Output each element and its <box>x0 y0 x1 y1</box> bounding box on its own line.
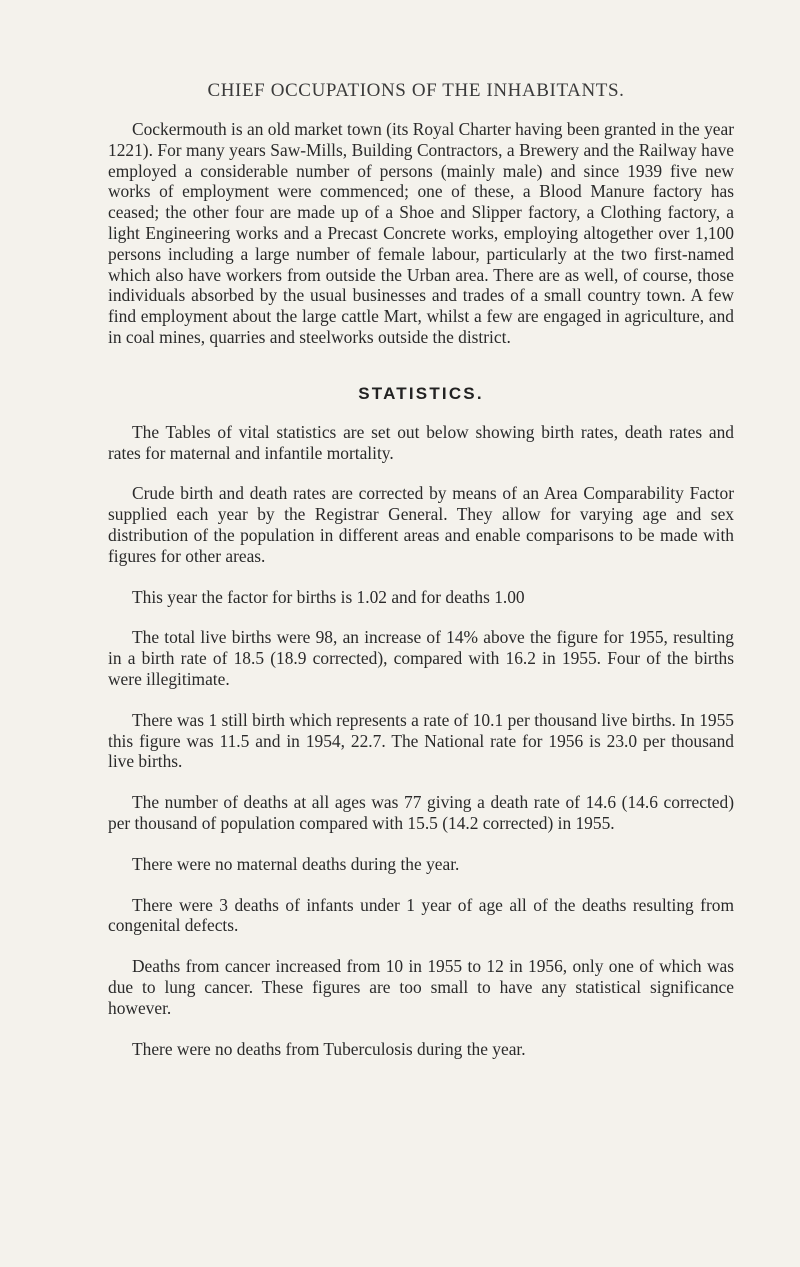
stat-paragraph-2 <box>108 483 734 566</box>
page-title: CHIEF OCCUPATIONS OF THE INHABITANTS. <box>207 80 625 101</box>
stat-text: There were 3 deaths of infants under 1 year of age all of the deaths resulting from congenital defects. <box>108 894 734 936</box>
stat-text: There was 1 still birth which represents a rate of 10.1 per thousand live births. In 1955 this figure was 11.5 and in 1954, 22.7. The National rate for 1956 is 23.0 per thousand live births. <box>108 709 734 772</box>
stat-paragraph-1 <box>108 422 734 464</box>
stat-text: There were no maternal deaths during the year. <box>132 853 460 874</box>
stat-text: This year the factor for births is 1.02 and for deaths 1.00 <box>132 586 525 607</box>
stat-paragraph-6 <box>108 792 734 834</box>
intro-paragraph: Cockermouth is an old market town (its Royal Charter having been granted in the year 1221). For many years Saw-Mills, Building Contractors, a Brewery and the Railway have employed a considerable number of persons (mainly male) and since 1939 five new works of employment were commenced; one of these, a Blood Manure factory has ceased; the other four are made up of a Shoe and Slipper factory, a Clothing factory, a light Engineering works and a Precast Concrete works, employing altogether over 1,100 persons including a large number of female labour, particularly at the two first-named which also have workers from outside the Urban area. There are as well, of course, those individuals absorbed by the usual businesses and trades of a small country town. A few find employment about the large cattle Mart, whilst a few are engaged in agriculture, and in coal mines, quarries and steelworks outside the district. <box>108 119 734 347</box>
stat-paragraph-3 <box>108 587 734 608</box>
stat-paragraph-8 <box>108 895 734 937</box>
stat-paragraph-9 <box>108 956 734 1018</box>
stat-text: Deaths from cancer increased from 10 in 1955 to 12 in 1956, only one of which was due to lung cancer. These figures are too small to have any statistical significance however. <box>108 956 734 1018</box>
stat-paragraph-4 <box>108 627 734 689</box>
statistics-section <box>108 422 734 1060</box>
stat-paragraph-10 <box>108 1039 734 1060</box>
stat-text: There were no deaths from Tuberculosis during the year. <box>132 1038 526 1059</box>
stat-paragraph-7 <box>108 854 734 875</box>
stat-text: Crude birth and death rates are corrected by means of an Area Comparability Factor supplied each year by the Registrar General. They allow for varying age and sex distribution of the population in different areas and enable comparisons to be made with figures for other areas. <box>108 483 734 566</box>
stat-text: The number of deaths at all ages was 77 giving a death rate of 14.6 (14.6 corrected) per thousand of population compared with 15.5 (14.2 corrected) in 1955. <box>108 792 734 833</box>
stat-text: The total live births were 98, an increase of 14% above the figure for 1955, resulting in a birth rate of 18.5 (18.9 corrected), compared with 16.2 in 1955. Four of the births were illegitimate. <box>108 627 734 689</box>
stat-paragraph-5 <box>108 710 734 772</box>
statistics-heading: STATISTICS. <box>358 383 484 403</box>
stat-text: The Tables of vital statistics are set out below showing birth rates, death rates and rates for maternal and infantile mortality. <box>108 421 734 463</box>
